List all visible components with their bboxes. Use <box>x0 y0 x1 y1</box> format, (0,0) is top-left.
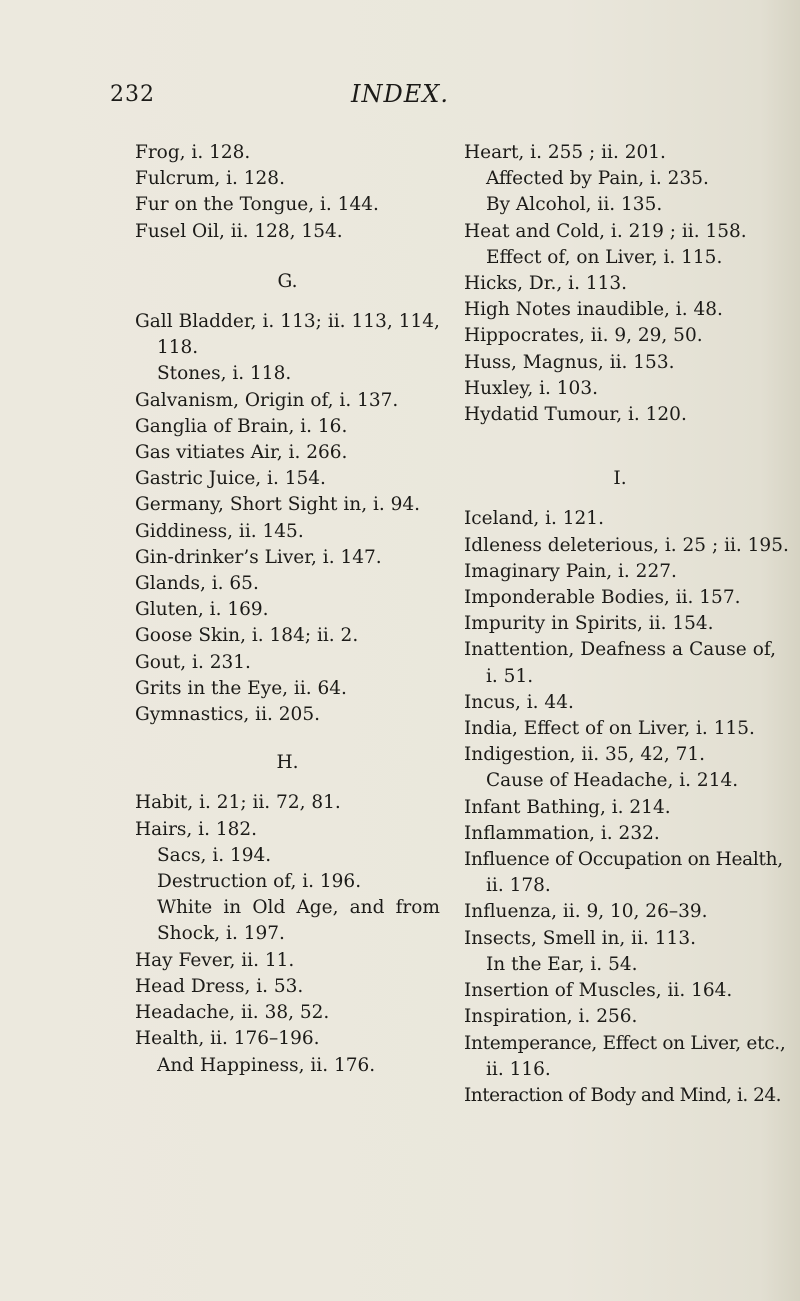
index-entry: Habit, i. 21; ii. 72, 81. <box>135 792 341 814</box>
index-entry: Gymnastics, ii. 205. <box>135 704 320 726</box>
index-entry: Huxley, i. 103. <box>464 377 598 399</box>
index-column-left <box>135 140 440 1079</box>
index-entry: Gin-drinker’s Liver, i. 147. <box>135 546 382 568</box>
entry-word: ii. <box>327 311 346 333</box>
index-entry-continuation: ii. 116. <box>486 1058 551 1080</box>
index-entry: Huss, Magnus, ii. 153. <box>464 351 675 373</box>
index-subentry: Cause of Headache, i. 214. <box>486 770 739 792</box>
index-entry-continuation: ii. 178. <box>486 875 551 897</box>
index-entry: Influence of Occupation on Health, <box>464 849 783 871</box>
entry-word: from <box>395 897 440 919</box>
index-entry-continuation: i. 51. <box>486 665 534 687</box>
index-subentry: Destruction of, i. 196. <box>157 871 362 893</box>
index-entry: Fur on the Tongue, i. 144. <box>135 194 379 216</box>
index-entry: Headache, ii. 38, 52. <box>135 1002 330 1024</box>
index-entry: Ganglia of Brain, i. 16. <box>135 415 348 437</box>
index-entry: Heart, i. 255 ; ii. 201. <box>464 142 666 163</box>
index-entry: Fusel Oil, ii. 128, 154. <box>135 220 343 242</box>
index-entry: Hicks, Dr., i. 113. <box>464 273 628 295</box>
index-entry: Intemperance, Effect on Liver, etc., <box>464 1032 786 1054</box>
running-head <box>0 82 800 122</box>
index-entry: Impurity in Spirits, ii. 154. <box>464 613 714 635</box>
index-subentry: By Alcohol, ii. 135. <box>486 194 663 216</box>
index-entry: Inflammation, i. 232. <box>464 822 660 844</box>
entry-word: Deafness <box>580 639 666 661</box>
index-subentry: And Happiness, ii. 176. <box>157 1054 376 1076</box>
index-entry: Frog, i. 128. <box>135 142 251 163</box>
index-entry: Insertion of Muscles, ii. 164. <box>464 980 733 1002</box>
index-entry-continuation: 118. <box>157 337 199 359</box>
entry-word: 113; <box>280 311 322 333</box>
index-entry: Health, ii. 176–196. <box>135 1028 320 1050</box>
index-entry: Idleness deleterious, i. 25 ; ii. 195. <box>464 534 789 556</box>
index-entry: Goose Skin, i. 184; ii. 2. <box>135 625 359 647</box>
entry-word: 114, <box>398 311 440 333</box>
index-subentry: In the Ear, i. 54. <box>486 953 638 975</box>
index-entry: Interaction of Body and Mind, i. 24. <box>464 1084 782 1106</box>
index-entry: Gluten, i. 169. <box>135 599 269 621</box>
entry-word: Inattention, <box>464 639 575 661</box>
index-entry: Gas vitiates Air, i. 266. <box>135 442 348 464</box>
index-entry: Hay Fever, ii. 11. <box>135 949 295 971</box>
index-entry: Gout, i. 231. <box>135 651 251 673</box>
index-entry: Imponderable Bodies, ii. 157. <box>464 587 741 609</box>
index-column-right <box>464 140 789 1109</box>
entry-word: and <box>349 897 385 919</box>
page-title: INDEX. <box>351 80 449 108</box>
index-entry: Inspiration, i. 256. <box>464 1006 638 1028</box>
index-subentry: Stones, i. 118. <box>157 363 292 385</box>
entry-word: of, <box>752 639 776 661</box>
index-entry: Insects, Smell in, ii. 113. <box>464 927 696 949</box>
index-subentry: Sacs, i. 194. <box>157 844 272 866</box>
section-letter-h: H. <box>276 752 299 774</box>
index-entry: Galvanism, Origin of, i. 137. <box>135 389 399 411</box>
index-entry: Gastric Juice, i. 154. <box>135 468 326 490</box>
entry-word: i. <box>262 311 275 333</box>
index-subentry-white <box>135 895 440 921</box>
index-entry-gall-bladder <box>135 309 440 335</box>
index-entry: High Notes inaudible, i. 48. <box>464 299 723 321</box>
index-entry: Glands, i. 65. <box>135 573 259 595</box>
index-entry: India, Effect of on Liver, i. 115. <box>464 718 755 740</box>
index-entry: Hippocrates, ii. 9, 29, 50. <box>464 325 703 347</box>
index-entry: Infant Bathing, i. 214. <box>464 796 671 818</box>
index-entry: Germany, Short Sight in, i. 94. <box>135 494 421 516</box>
entry-word: 113, <box>351 311 393 333</box>
index-entry: Hydatid Tumour, i. 120. <box>464 404 687 426</box>
index-entry: Incus, i. 44. <box>464 691 574 713</box>
index-subentry: Effect of, on Liver, i. 115. <box>486 246 723 268</box>
entry-word: Old <box>252 897 286 919</box>
index-entry: Influenza, ii. 9, 10, 26–39. <box>464 901 708 923</box>
index-entry: Hairs, i. 182. <box>135 818 258 840</box>
index-entry: Giddiness, ii. 145. <box>135 520 304 542</box>
index-entry: Fulcrum, i. 128. <box>135 168 285 190</box>
entry-word: Cause <box>689 639 747 661</box>
entry-word: Gall <box>135 311 173 333</box>
entry-word: Age, <box>296 897 339 919</box>
entry-word: in <box>223 897 242 919</box>
page-number: 232 <box>110 82 155 107</box>
index-entry: Heat and Cold, i. 219 ; ii. 158. <box>464 220 747 242</box>
entry-word: White <box>157 897 213 919</box>
index-entry: Imaginary Pain, i. 227. <box>464 560 677 582</box>
index-entry-inattention <box>464 637 776 663</box>
index-subentry: Affected by Pain, i. 235. <box>486 168 709 190</box>
section-letter-i: I. <box>613 468 627 490</box>
index-entry: Grits in the Eye, ii. 64. <box>135 677 347 699</box>
index-entry-continuation: Shock, i. 197. <box>157 923 285 945</box>
section-letter-g: G. <box>277 270 298 292</box>
index-entry: Indigestion, ii. 35, 42, 71. <box>464 744 706 766</box>
index-entry: Head Dress, i. 53. <box>135 975 304 997</box>
index-entry: Iceland, i. 121. <box>464 508 604 530</box>
entry-word: Bladder, <box>178 311 257 333</box>
entry-word: a <box>671 639 684 661</box>
